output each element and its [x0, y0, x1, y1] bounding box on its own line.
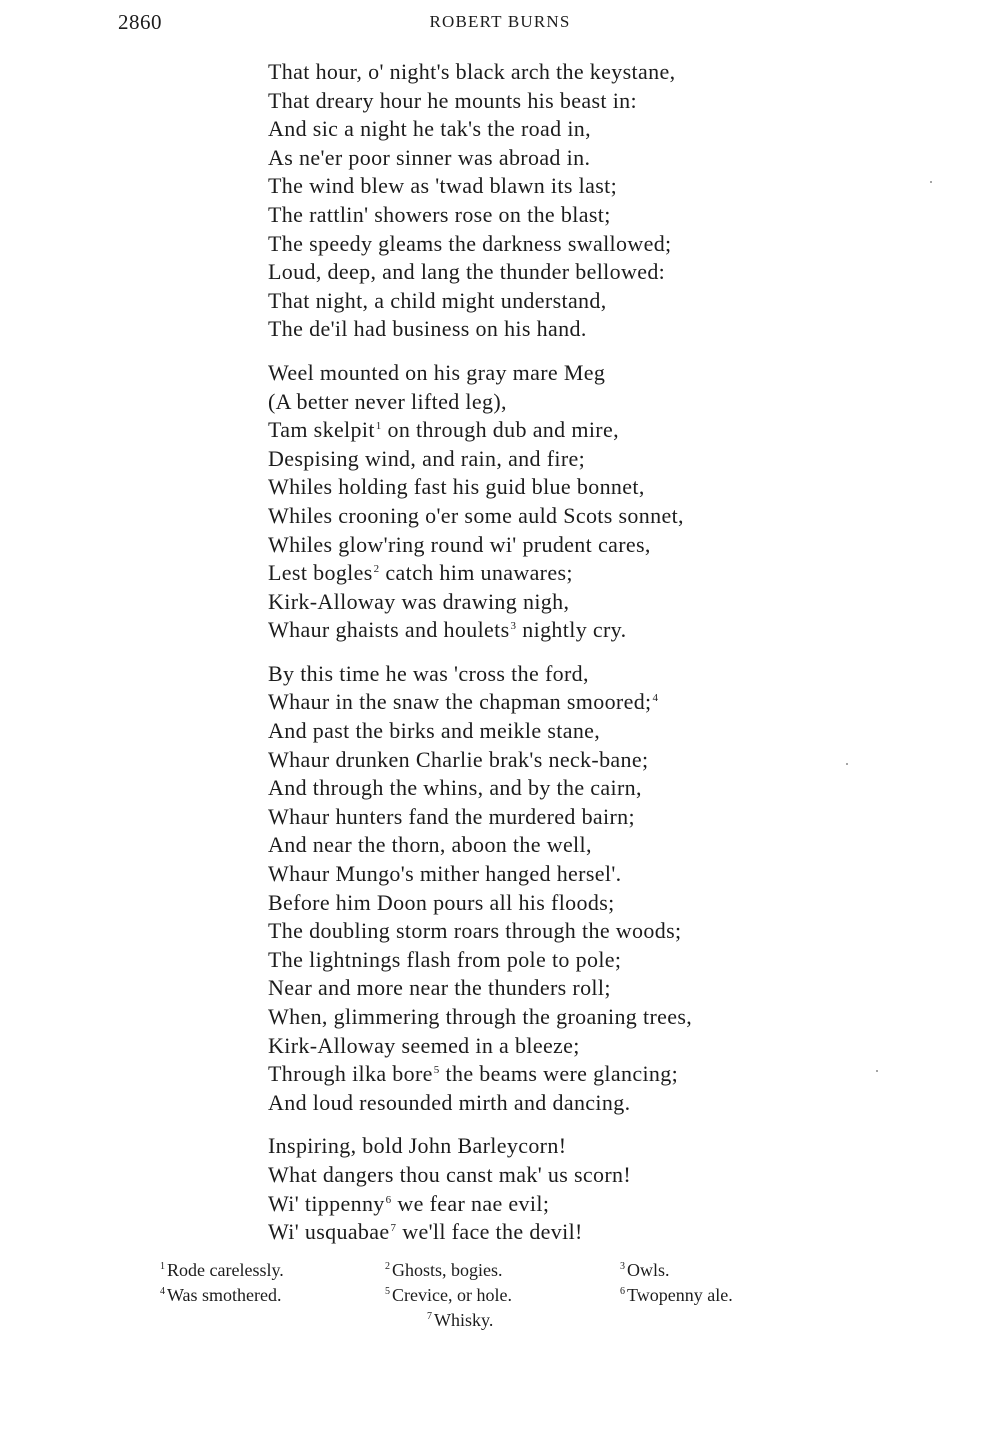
poem-line: (A better never lifted leg),	[268, 388, 507, 414]
poem-line: The doubling storm roars through the woods;	[268, 918, 682, 944]
poem-line: And past the birks and meikle stane,	[268, 718, 601, 744]
footnote-marker: 2	[373, 563, 380, 576]
footnote-marker: 1	[375, 420, 382, 433]
poem-line: Kirk-Alloway was drawing nigh,	[268, 588, 570, 614]
poem-line: The wind blew as 'twad blawn its last;	[268, 173, 618, 199]
poem-line: Whaur in the snaw the chapman smoored;$^4$	[268, 689, 659, 715]
poem-line: When, glimmering through the groaning trees,	[268, 1004, 693, 1029]
footnote-7: $^7$ Whisky.	[427, 1310, 494, 1330]
footnote-marker: 3	[510, 620, 517, 633]
footnote-4: $^4$ Was smothered.	[160, 1285, 282, 1305]
poem-line: Loud, deep, and lang the thunder bellowed:	[268, 259, 666, 285]
poem-line: Wi' tippenny$^6$ we fear nae evil;	[268, 1190, 550, 1216]
poem-line: The speedy gleams the darkness swallowed;	[268, 230, 672, 256]
poem-line: Whaur hunters fand the murdered bairn;	[268, 803, 635, 829]
poem-line: As ne'er poor sinner was abroad in.	[268, 144, 591, 170]
poem-line: And loud resounded mirth and dancing.	[268, 1089, 631, 1115]
poem-line: The rattlin' showers rose on the blast;	[268, 201, 611, 227]
poem-line: Tam skelpit$^1$ on through dub and mire,	[268, 417, 619, 443]
footnote-marker: 7	[390, 1222, 397, 1235]
poem-line: Lest bogles$^2$ catch him unawares;	[268, 560, 573, 586]
poem-line: That hour, o' night's black arch the keystane,	[268, 59, 676, 84]
poem-line: That night, a child might understand,	[268, 287, 607, 313]
footnotes	[160, 1258, 820, 1333]
poem-line: Wi' usquabae$^7$ we'll face the devil!	[268, 1219, 583, 1245]
footnote-6: $^6$ Twopenny ale.	[620, 1285, 733, 1305]
poem-line: Kirk-Alloway seemed in a bleeze;	[268, 1032, 580, 1058]
poem-line: Whiles crooning o'er some auld Scots sonnet,	[268, 502, 684, 528]
poem-line: Despising wind, and rain, and fire;	[268, 445, 586, 471]
footnote-1: $^1$ Rode carelessly.	[160, 1260, 284, 1280]
poem-line: Weel mounted on his gray mare Meg	[268, 359, 606, 385]
footnote-2: $^2$ Ghosts, bogies.	[385, 1260, 503, 1280]
stanza-1	[268, 58, 868, 344]
scan-speck	[846, 763, 848, 765]
poem-line: Whaur Mungo's mither hanged hersel'.	[268, 861, 622, 887]
footnote-row	[160, 1283, 820, 1308]
stanza-4	[268, 1132, 868, 1246]
poem-line: By this time he was 'cross the ford,	[268, 660, 589, 686]
page-number: 2860	[118, 10, 162, 34]
footnote-marker: 6	[385, 1193, 392, 1206]
poem-line: Through ilka bore$^5$ the beams were glancing;	[268, 1061, 679, 1087]
poem-line: Before him Doon pours all his floods;	[268, 889, 615, 915]
scan-speck	[876, 1070, 878, 1072]
poem-line: That dreary hour he mounts his beast in:	[268, 87, 637, 113]
poem-line: Whaur ghaists and houlets$^3$ nightly cry.	[268, 617, 627, 643]
poem-line: And through the whins, and by the cairn,	[268, 775, 642, 801]
poem-line: And sic a night he tak's the road in,	[268, 116, 592, 142]
poem-line: Whiles glow'ring round wi' prudent cares,	[268, 531, 651, 557]
poem-line: Inspiring, bold John Barleycorn!	[268, 1133, 567, 1159]
poem-line: Whaur drunken Charlie brak's neck-bane;	[268, 746, 649, 772]
scan-speck	[930, 181, 932, 183]
stanza-2	[268, 359, 868, 645]
poem-line: Whiles holding fast his guid blue bonnet,	[268, 474, 645, 500]
poem-line: The de'il had business on his hand.	[268, 316, 587, 342]
footnote-row	[160, 1258, 820, 1283]
footnote-marker: 5	[433, 1064, 440, 1077]
poem-line: Near and more near the thunders roll;	[268, 975, 611, 1001]
footnote-marker: 4	[652, 692, 659, 705]
footnote-5: $^5$ Crevice, or hole.	[385, 1285, 512, 1305]
poem-line: What dangers thou canst mak' us scorn!	[268, 1161, 632, 1187]
stanza-3	[268, 660, 868, 1118]
poem-body	[268, 58, 868, 1262]
poem-line: The lightnings flash from pole to pole;	[268, 946, 622, 972]
footnote-3: $^3$ Owls.	[620, 1260, 670, 1280]
poem-line: And near the thorn, aboon the well,	[268, 832, 592, 858]
running-title: ROBERT BURNS	[429, 12, 571, 31]
